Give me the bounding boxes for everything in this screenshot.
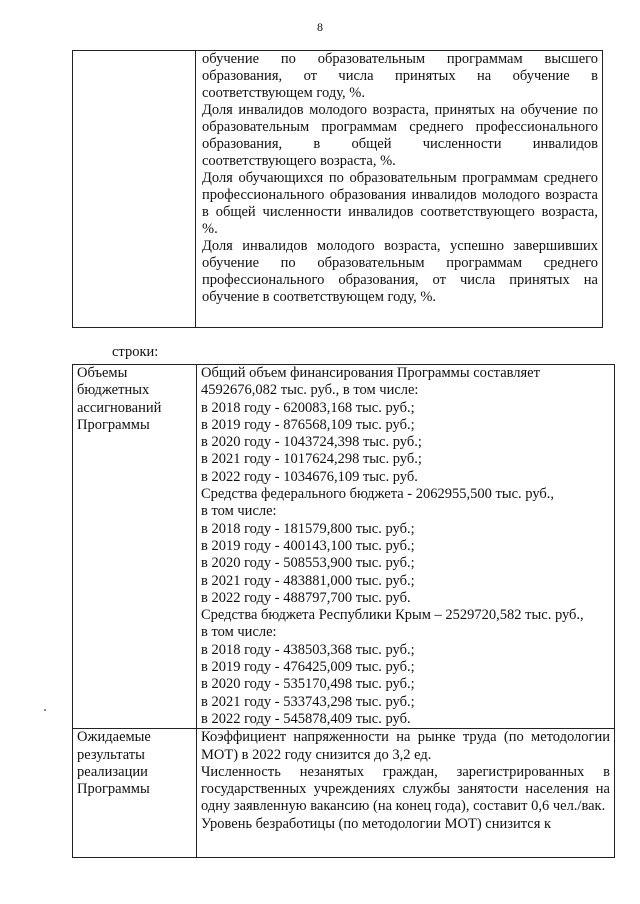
passport-table bbox=[72, 364, 615, 858]
results-paragraph: Численность незанятых граждан, зарегистрированных в государственных учреждениях службы занятости населения на одну заявленную вакансию (на конец года), составит 0,6 чел./вак. bbox=[201, 763, 610, 815]
budget-line: в 2022 году - 545878,409 тыс. руб. bbox=[201, 710, 411, 727]
results-paragraph: Коэффициент напряженности на рынке труда (по методологии МОТ) в 2022 году снизится до 3,2 ед. bbox=[201, 729, 610, 763]
results-content-cell bbox=[197, 729, 615, 858]
budget-lines bbox=[197, 365, 614, 728]
budget-line: в 2020 году - 508553,900 тыс. руб.; bbox=[201, 555, 415, 572]
table1-paragraph: Доля инвалидов молодого возраста, успешно завершивших обучение по образовательным программам среднего профессионального образования, от числа принятых на обучение в соответствующем году, %. bbox=[202, 238, 598, 305]
budget-line: в 2019 году - 400143,100 тыс. руб.; bbox=[201, 537, 415, 554]
budget-line: в 2021 году - 533743,298 тыс. руб.; bbox=[201, 693, 415, 710]
table1-left-cell bbox=[73, 51, 196, 328]
budget-line: в 2019 году - 876568,109 тыс. руб.; bbox=[201, 416, 415, 433]
budget-line: в 2022 году - 1034676,109 тыс. руб. bbox=[201, 468, 418, 485]
budget-line: Общий объем финансирования Программы составляет bbox=[201, 365, 540, 381]
continuation-table bbox=[72, 50, 603, 328]
budget-line: Средства федерального бюджета - 2062955,500 тыс. руб., bbox=[201, 486, 555, 503]
budget-label-cell bbox=[73, 365, 197, 729]
budget-line: в 2020 году - 535170,498 тыс. руб.; bbox=[201, 676, 415, 693]
scan-speck bbox=[44, 709, 46, 711]
page-number: 8 bbox=[317, 20, 323, 34]
budget-line: в том числе: bbox=[201, 624, 277, 641]
budget-line: в 2018 году - 181579,800 тыс. руб.; bbox=[201, 520, 415, 537]
budget-line: в том числе: bbox=[201, 503, 277, 520]
results-paragraph: Уровень безработицы (по методологии МОТ) снизится к bbox=[201, 815, 552, 832]
table1-paragraph: Доля обучающихся по образовательным программам среднего профессионального образования инвалидов молодого возраста в общей численности инвалидов соответствующего возраста, %. bbox=[202, 170, 598, 237]
results-label-cell bbox=[73, 729, 197, 858]
budget-content-cell bbox=[197, 365, 615, 729]
budget-line: Средства бюджета Республики Крым – 2529720,582 тыс. руб., bbox=[201, 607, 584, 624]
budget-line: в 2021 году - 483881,000 тыс. руб.; bbox=[201, 572, 415, 589]
budget-line: в 2018 году - 438503,368 тыс. руб.; bbox=[201, 641, 415, 658]
results-label: Ожидаемые результаты реализации Программы bbox=[77, 729, 151, 798]
stroki-label: строки: bbox=[112, 344, 159, 360]
budget-line: 4592676,082 тыс. руб., в том числе: bbox=[201, 382, 419, 399]
table1-paragraph: Доля инвалидов молодого возраста, принятых на обучение по образовательным программам среднего профессионального образования, в общей численности инвалидов соответствующего возраста, %. bbox=[202, 102, 598, 169]
table1-right-cell bbox=[196, 51, 603, 328]
budget-line: в 2018 году - 620083,168 тыс. руб.; bbox=[201, 399, 415, 416]
table1-paragraph: обучение по образовательным программам высшего образования, от числа принятых на обучение в соответствующем году, %. bbox=[202, 51, 598, 101]
budget-line: в 2022 году - 488797,700 тыс. руб. bbox=[201, 589, 411, 606]
budget-label: Объемы бюджетных ассигнований Программы bbox=[77, 365, 162, 433]
budget-line: в 2021 году - 1017624,298 тыс. руб.; bbox=[201, 451, 422, 468]
budget-line: в 2019 году - 476425,009 тыс. руб.; bbox=[201, 659, 415, 676]
budget-line: в 2020 году - 1043724,398 тыс. руб.; bbox=[201, 434, 422, 451]
